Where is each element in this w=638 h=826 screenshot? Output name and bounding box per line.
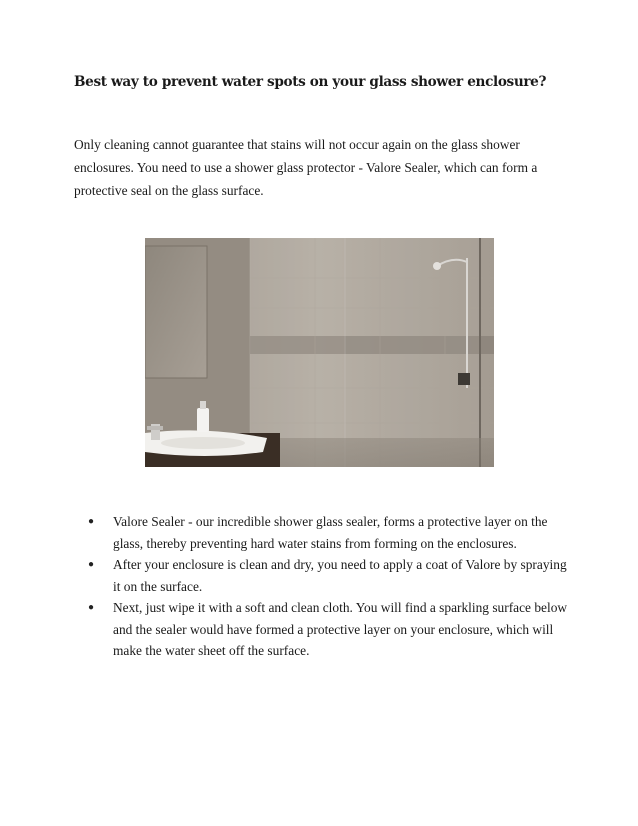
glass-panel-left — [250, 238, 345, 467]
page-title: Best way to prevent water spots on your glass shower enclosure? — [74, 74, 547, 90]
shower-valve — [458, 373, 470, 385]
bullet-icon: ● — [88, 602, 95, 613]
soap-dispenser — [197, 408, 209, 432]
intro-paragraph: Only cleaning cannot guarantee that stains will not occur again on the glass shower enclosures. You need to use a shower glass protector - Valore Sealer, which can form a protective seal on the glass surface. — [74, 137, 538, 198]
mirror — [145, 246, 207, 378]
list-item-text: Next, just wipe it with a soft and clean cloth. You will find a sparkling surface below and the sealer would have formed a protective layer on your enclosure, which will make the water sheet off the surface. — [113, 600, 568, 658]
glass-panel-right — [345, 238, 480, 467]
bullet-icon: ● — [88, 559, 95, 570]
list-item — [88, 511, 573, 554]
list-item-text: After your enclosure is clean and dry, you need to apply a coat of Valore by spraying it on the surface. — [113, 557, 567, 594]
list-item — [88, 597, 573, 662]
list-item-text: Valore Sealer - our incredible shower glass sealer, forms a protective layer on the glass, thereby preventing hard water stains from forming on the enclosures. — [113, 514, 548, 551]
bullet-icon: ● — [88, 516, 95, 527]
bullet-list — [88, 511, 573, 662]
bathroom-shower-photo — [145, 238, 494, 467]
list-item — [88, 554, 573, 597]
